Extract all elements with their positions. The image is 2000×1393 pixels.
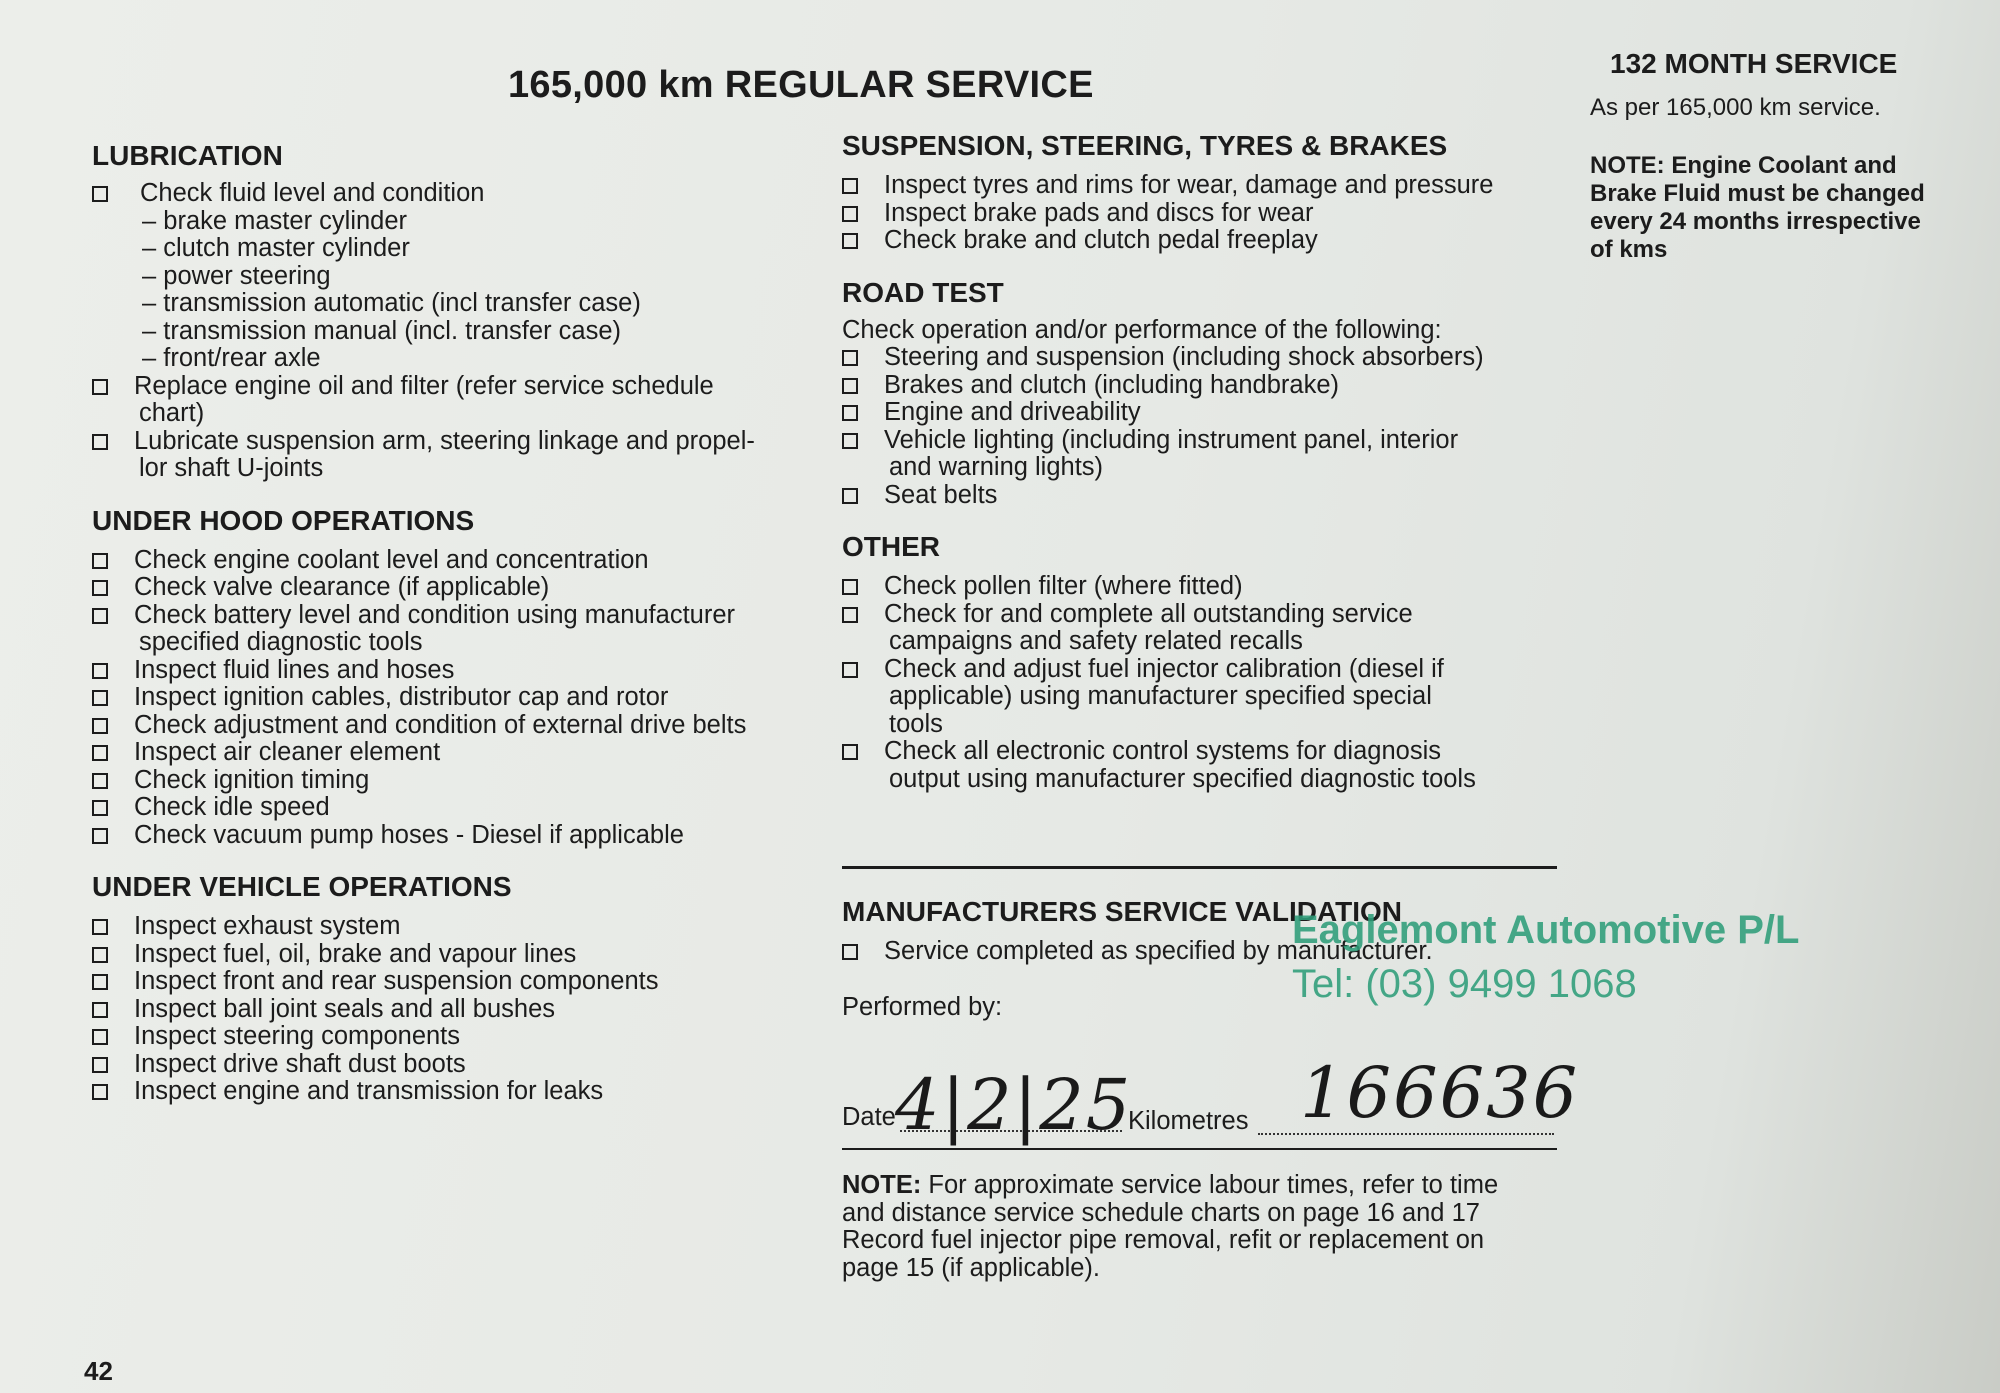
checklist-item[interactable] (842, 344, 1562, 372)
validation-heading: MANUFACTURERS SERVICE VALIDATION (842, 896, 1403, 927)
item-label: Engine and driveability (884, 398, 1141, 426)
item-label: Inspect front and rear suspension components (134, 967, 659, 995)
checkbox[interactable] (92, 1057, 108, 1073)
item-label: Steering and suspension (including shock absorbers) (884, 343, 1484, 371)
handwritten-date: 4|2|25 (895, 1064, 1133, 1146)
item-label: Inspect steering components (134, 1022, 461, 1050)
lubrication-heading: LUBRICATION (92, 140, 283, 171)
checklist-item[interactable] (92, 1023, 812, 1051)
item-label: Seat belts (884, 480, 998, 509)
item-label: Inspect ball joint seals and all bushes (134, 994, 556, 1023)
checklist-item[interactable] (92, 767, 812, 795)
checklist-item[interactable] (92, 794, 812, 822)
item-label: Check ignition timing (134, 765, 370, 794)
checkbox[interactable] (92, 663, 108, 679)
labour-note (842, 1172, 1572, 1282)
checkbox[interactable] (92, 1002, 108, 1018)
note-line: Brake Fluid must be changed (1590, 180, 1925, 207)
checklist-item[interactable] (92, 941, 812, 969)
road-test-intro: Check operation and/or performance of the following: (842, 315, 1442, 344)
checkbox[interactable] (92, 434, 108, 450)
checklist-item[interactable] (842, 227, 1562, 255)
checkbox[interactable] (842, 488, 858, 504)
checklist-item[interactable] (92, 180, 812, 208)
checklist-item[interactable] (842, 482, 1562, 510)
item-label: Inspect tyres and rims for wear, damage and pressure (884, 171, 1494, 199)
checklist-item[interactable] (842, 738, 1562, 766)
checkbox[interactable] (842, 433, 858, 449)
item-label: Lubricate suspension arm, steering linkage and propel- (134, 426, 755, 455)
checkbox[interactable] (92, 1084, 108, 1100)
checklist-item[interactable] (92, 428, 812, 456)
item-label-cont: tools (889, 709, 943, 738)
item-label: Check pollen filter (where fitted) (884, 572, 1243, 600)
item-label: Check and adjust fuel injector calibration (diesel if (884, 654, 1444, 683)
checkbox[interactable] (92, 828, 108, 844)
item-label: Replace engine oil and filter (refer service schedule (134, 371, 714, 400)
checkbox[interactable] (92, 800, 108, 816)
checkbox[interactable] (92, 745, 108, 761)
checklist-item[interactable] (92, 574, 812, 602)
handwritten-km: 166636 (1300, 1052, 1580, 1134)
item-label-cont: lor shaft U-joints (139, 454, 324, 482)
checkbox[interactable] (92, 773, 108, 789)
checklist-item[interactable] (92, 822, 812, 850)
item-label-cont: output using manufacturer specified diagnostic tools (889, 764, 1476, 793)
performed-by-label: Performed by: (842, 993, 1003, 1021)
checkbox[interactable] (842, 206, 858, 222)
item-label: Check engine coolant level and concentration (134, 545, 649, 574)
checkbox[interactable] (842, 405, 858, 421)
checkbox[interactable] (842, 579, 858, 595)
checkbox[interactable] (92, 947, 108, 963)
item-label: Inspect brake pads and discs for wear (884, 198, 1314, 227)
month-service-title: 132 MONTH SERVICE (1610, 48, 1898, 79)
note-line: For approximate service labour times, refer to time (928, 1171, 1499, 1199)
checklist-item[interactable] (92, 1078, 812, 1106)
sub-item: – transmission manual (incl. transfer case) (142, 316, 622, 345)
checklist-item[interactable] (842, 427, 1562, 455)
checkbox[interactable] (92, 379, 108, 395)
item-label: Inspect fluid lines and hoses (134, 655, 455, 684)
note-line: every 24 months irrespective (1590, 208, 1921, 235)
item-label: Inspect ignition cables, distributor cap and rotor (134, 683, 669, 711)
sub-item: – front/rear axle (142, 344, 321, 372)
checkbox[interactable] (92, 553, 108, 569)
item-label-cont: campaigns and safety related recalls (889, 627, 1303, 655)
sub-item: – brake master cylinder (142, 206, 408, 235)
checklist-item[interactable] (842, 399, 1562, 427)
item-label-cont: specified diagnostic tools (139, 628, 423, 656)
checklist-item[interactable] (92, 1051, 812, 1079)
checklist-item[interactable] (92, 684, 812, 712)
sub-item: – clutch master cylinder (142, 234, 410, 262)
note-line: page 15 (if applicable). (842, 1253, 1101, 1282)
checkbox[interactable] (92, 919, 108, 935)
sub-item: – transmission automatic (incl transfer case) (142, 289, 641, 317)
item-label: Vehicle lighting (including instrument panel, interior (884, 425, 1459, 454)
date-label: Date (842, 1103, 896, 1131)
note-line: NOTE: Engine Coolant and (1590, 152, 1897, 179)
item-label: Inspect air cleaner element (134, 738, 441, 766)
checklist-item[interactable] (92, 739, 812, 767)
item-label-cont: chart) (139, 399, 205, 427)
item-label: Brakes and clutch (including handbrake) (884, 370, 1340, 399)
month-service-subtitle: As per 165,000 km service. (1590, 94, 1881, 121)
checklist-item[interactable] (842, 601, 1562, 629)
item-label: Check idle speed (134, 793, 330, 821)
checkbox[interactable] (842, 662, 858, 678)
checkbox[interactable] (92, 974, 108, 990)
note-label: NOTE: (842, 1171, 922, 1199)
checkbox[interactable] (92, 1029, 108, 1045)
right-column (842, 130, 1562, 793)
item-label: Check fluid level and condition (140, 179, 485, 207)
checkbox[interactable] (92, 608, 108, 624)
checklist-item[interactable] (92, 373, 812, 401)
item-label: Inspect exhaust system (134, 912, 401, 940)
checkbox[interactable] (92, 718, 108, 734)
checklist-item[interactable] (92, 996, 812, 1024)
checkbox[interactable] (92, 186, 108, 202)
note-line: Record fuel injector pipe removal, refit or replacement on (842, 1226, 1485, 1254)
validation-divider (842, 866, 1557, 869)
item-label-cont: applicable) using manufacturer specified special (889, 682, 1432, 710)
checklist-item[interactable] (842, 573, 1562, 601)
note-line: of kms (1590, 236, 1668, 263)
month-service-panel (1590, 48, 1960, 264)
left-column (92, 140, 812, 1106)
checklist-item[interactable] (92, 547, 812, 575)
item-label: Check valve clearance (if applicable) (134, 573, 550, 601)
checklist-item[interactable] (92, 712, 812, 740)
sub-item: – power steering (142, 261, 331, 290)
checkbox[interactable] (842, 233, 858, 249)
checklist-item[interactable] (92, 657, 812, 685)
checklist-item[interactable] (842, 372, 1562, 400)
km-label: Kilometres (1128, 1107, 1249, 1135)
item-label: Check brake and clutch pedal freeplay (884, 226, 1318, 254)
item-label: Check all electronic control systems for diagnosis (884, 737, 1441, 765)
checklist-item[interactable] (92, 602, 812, 630)
checklist-item[interactable] (92, 913, 812, 941)
checkbox[interactable] (842, 607, 858, 623)
checkbox[interactable] (842, 744, 858, 760)
checklist-item[interactable] (92, 968, 812, 996)
checklist-item[interactable] (842, 172, 1562, 200)
page-number: 42 (84, 1356, 113, 1386)
signature-rule (842, 1148, 1557, 1150)
note-line: and distance service schedule charts on page 16 and 17 (842, 1198, 1480, 1227)
checkbox[interactable] (842, 944, 858, 960)
item-label: Check battery level and condition using manufacturer (134, 600, 736, 629)
item-label: Check for and complete all outstanding service (884, 599, 1413, 628)
checkbox[interactable] (92, 690, 108, 706)
item-label: Check adjustment and condition of external drive belts (134, 710, 747, 739)
item-label-cont: and warning lights) (889, 453, 1104, 481)
item-label: Service completed as specified by manufacturer. (884, 937, 1433, 965)
checkbox[interactable] (842, 350, 858, 366)
item-label: Inspect engine and transmission for leaks (134, 1077, 604, 1105)
dealer-stamp-tel: Tel: (03) 9499 1068 (1292, 962, 1637, 1006)
checklist-item[interactable] (842, 656, 1562, 684)
coolant-note (1590, 152, 1960, 264)
checkbox[interactable] (92, 580, 108, 596)
suspension-heading: SUSPENSION, STEERING, TYRES & BRAKES (842, 130, 1448, 161)
checkbox[interactable] (842, 178, 858, 194)
item-label: Check vacuum pump hoses - Diesel if applicable (134, 820, 684, 849)
under-hood-heading: UNDER HOOD OPERATIONS (92, 504, 475, 536)
checkbox[interactable] (842, 378, 858, 394)
other-heading: OTHER (842, 531, 940, 562)
under-vehicle-heading: UNDER VEHICLE OPERATIONS (92, 871, 512, 902)
page-title: 165,000 km REGULAR SERVICE (508, 64, 1094, 106)
dealer-stamp-name: Eaglemont Automotive P/L (1292, 908, 1800, 952)
item-label: Inspect drive shaft dust boots (134, 1049, 466, 1078)
checklist-item[interactable] (842, 200, 1562, 228)
road-test-heading: ROAD TEST (842, 276, 1004, 308)
item-label: Inspect fuel, oil, brake and vapour lines (134, 939, 577, 968)
